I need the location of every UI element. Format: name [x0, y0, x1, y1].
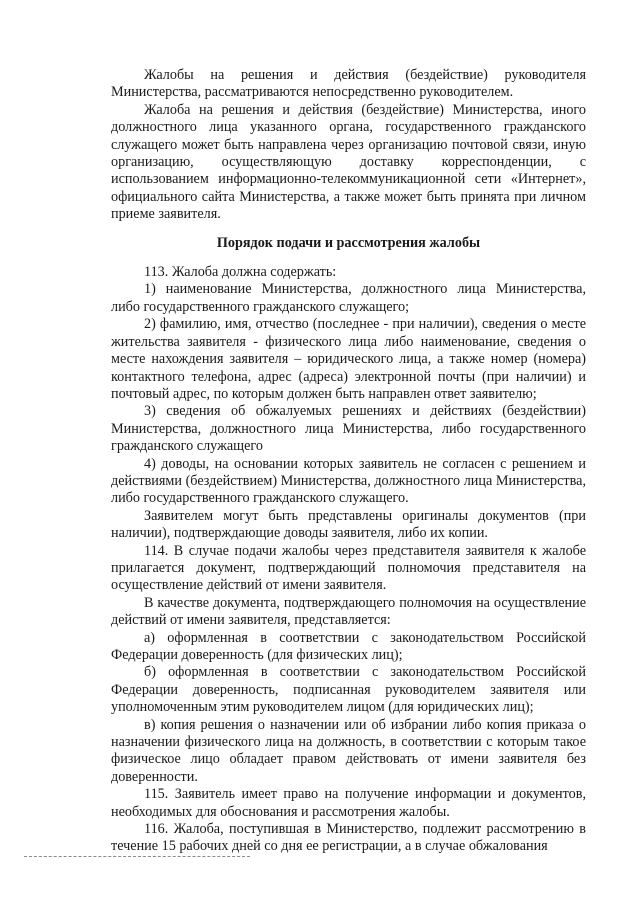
paragraph: в) копия решения о назначении или об избрании либо копия приказа о назначении физического лица на должность, в соответствии с которым такое физическое лицо обладает правом действовать от имени заявителя без доверенности.	[111, 716, 586, 785]
paragraph: 115. Заявитель имеет право на получение информации и документов, необходимых для обоснования и рассмотрения жалобы.	[111, 786, 586, 820]
footer-divider	[24, 856, 250, 857]
paragraph: 4) доводы, на основании которых заявитель не согласен с решением и действиями (бездействием) Министерства, должностного лица Министерства, либо государственного гражданского служащего.	[111, 455, 586, 507]
paragraph: Жалоба на решения и действия (бездействие) Министерства, иного должностного лица указанного органа, государственного гражданского служащего может быть направлена через организацию почтовой связи, иную организацию, осуществляющую доставку корреспонденции, с использованием информационно-телекоммуникационной сети «Интернет», официального сайта Министерства, а также может быть принята при личном приеме заявителя.	[111, 101, 586, 223]
paragraph: а) оформленная в соответствии с законодательством Российской Федерации доверенность (для физических лиц);	[111, 629, 586, 663]
paragraph: 1) наименование Министерства, должностного лица Министерства, либо государственного гражданского служащего;	[111, 281, 586, 315]
paragraph: Заявителем могут быть представлены оригиналы документов (при наличии), подтверждающие доводы заявителя, либо их копии.	[111, 507, 586, 542]
paragraph: 2) фамилию, имя, отчество (последнее - при наличии), сведения о месте жительства заявителя - физического лица либо наименование, сведения о месте нахождения заявителя – юридического лица, а также номер (номера) контактного телефона, адрес (адреса) электронной почты (при наличии) и почтовый адрес, по которым должен быть направлен ответ заявителю;	[111, 316, 586, 402]
paragraph: 113. Жалоба должна содержать:	[144, 264, 337, 281]
paragraph: В качестве документа, подтверждающего полномочия на осуществление действий от имени заявителя, представляется:	[111, 594, 586, 629]
paragraph: б) оформленная в соответствии с законодательством Российской Федерации доверенность, подписанная руководителем заявителя или уполномоченным этим руководителем лицом (для юридических лиц);	[111, 664, 586, 716]
paragraph: 3) сведения об обжалуемых решениях и действиях (бездействии) Министерства, должностного лица Министерства, либо государственного гражданского служащего	[111, 403, 586, 455]
section-heading: Порядок подачи и рассмотрения жалобы	[216, 234, 481, 251]
paragraph: 114. В случае подачи жалобы через представителя заявителя к жалобе прилагается документ, подтверждающий полномочия представителя на осуществление действий от имени заявителя.	[111, 542, 586, 594]
document-body	[111, 67, 586, 856]
paragraph: Жалобы на решения и действия (бездействие) руководителя Министерства, рассматриваются непосредственно руководителем.	[111, 67, 586, 101]
paragraph: 116. Жалоба, поступившая в Министерство, подлежит рассмотрению в течение 15 рабочих дней со дня ее регистрации, а в случае обжалования	[111, 821, 586, 855]
